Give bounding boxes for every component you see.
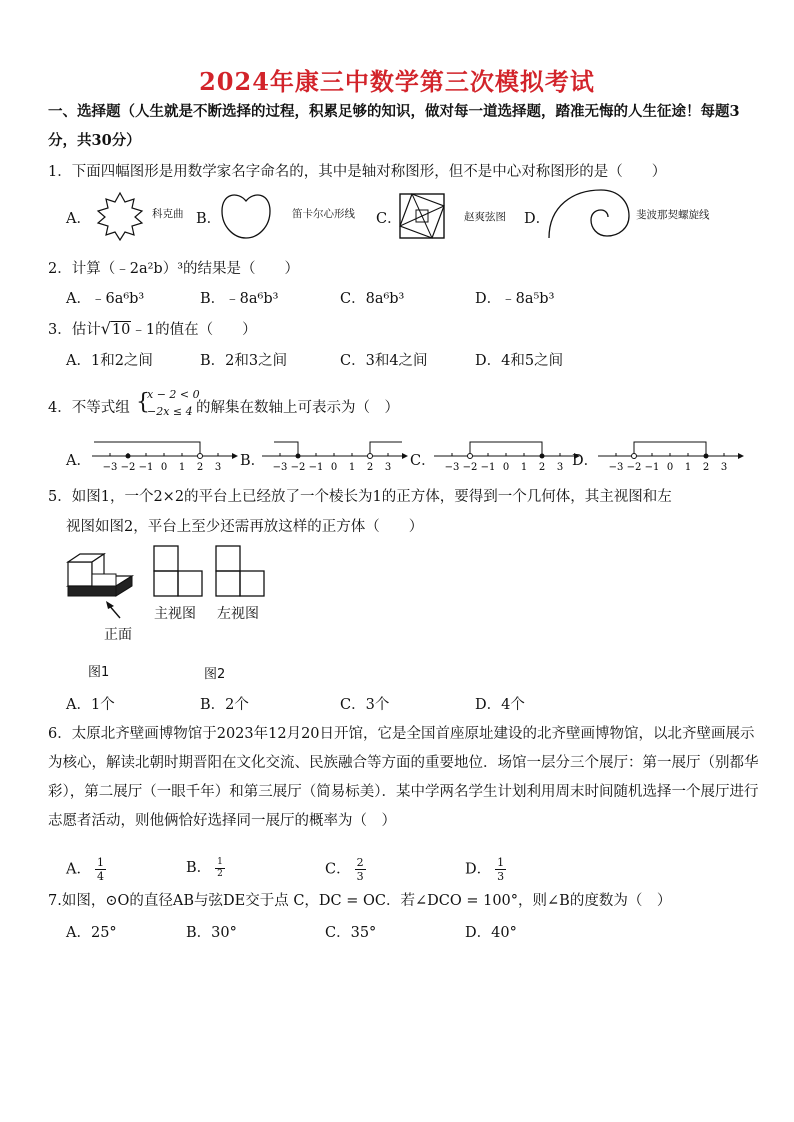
q6-label-c: C． xyxy=(325,861,351,878)
main-view-label: 主视图 xyxy=(154,606,196,622)
inequality-1: x − 2 < 0 xyxy=(147,388,200,401)
q3-stem-post: ﹣1的值在（ ） xyxy=(131,322,257,338)
q5-option-c: C．3个 xyxy=(340,697,390,713)
fraction-d xyxy=(495,856,506,883)
main-view-figure xyxy=(152,544,204,598)
q6-option-c xyxy=(325,856,366,883)
tick-label: −2 xyxy=(462,462,478,473)
figure-2-caption: 图2 xyxy=(204,667,226,682)
tick-label: −2 xyxy=(120,462,136,473)
q7-option-a: A．25° xyxy=(66,925,117,941)
tick-label: −3 xyxy=(102,462,118,473)
fraction-b xyxy=(215,857,225,880)
question-5-line-1: 5．如图1，一个2×2的平台上已经放了一个棱长为1的正方体，要得到一个几何体，其主视图和左 xyxy=(48,489,672,505)
question-7-stem: 7.如图，⊙O的直径AB与弦DE交于点 C，DC = OC．若∠DCO = 100°，则∠B的度数为（ ） xyxy=(48,893,672,909)
koch-curve-name: 科克曲 xyxy=(152,208,184,220)
fibonacci-spiral-figure xyxy=(545,186,631,242)
q4-label-a: A． xyxy=(66,453,91,469)
koch-snowflake-figure xyxy=(92,190,148,242)
sqrt-radicand: 10 xyxy=(111,322,131,338)
tick-label: 1 xyxy=(684,462,692,473)
fraction-numerator: 1 xyxy=(497,856,505,869)
question-6-text: 6．太原北齐壁画博物馆于2023年12月20日开馆，它是全国首座原址建设的北齐壁画博物馆，以北齐壁画展示为核心，解读北朝时期晋阳在文化交流、民族融合等方面的重要地位．场馆一层分三个展厅：第一展厅（别都华彩），第二展厅（一眼千年）和第三展厅（简易标美）．某中学两名学生计划利用周末时间随机选择一个展厅进行志愿者活动，则他俩恰好选择同一展厅的概率为（ ） xyxy=(48,726,759,829)
sqrt-sign: √ xyxy=(100,319,111,338)
tick-label: 2 xyxy=(702,462,710,473)
tick-label: −2 xyxy=(290,462,306,473)
platform-cube-figure xyxy=(62,546,138,620)
q3-option-d: D．4和5之间 xyxy=(475,353,564,369)
q3-option-c: C．3和4之间 xyxy=(340,353,428,369)
number-line-b xyxy=(260,436,410,474)
fraction-numerator: 1 xyxy=(217,856,223,867)
fraction-denominator: 3 xyxy=(356,870,364,883)
q3-option-b: B．2和3之间 xyxy=(200,353,288,369)
q1-label-d: D． xyxy=(524,211,551,227)
q2-option-d: D．﹣8a⁵b³ xyxy=(475,291,555,307)
tick-label: −1 xyxy=(308,462,324,473)
number-line-a xyxy=(90,436,240,474)
q5-option-d: D．4个 xyxy=(475,697,525,713)
figure-1-caption: 图1 xyxy=(88,665,110,680)
q2-option-a: A．﹣6a⁶b³ xyxy=(66,291,145,307)
left-view-figure xyxy=(214,544,266,598)
page-title: 2024年康三中数学第三次模拟考试 xyxy=(199,67,595,96)
q2-option-b: B．﹣8a⁶b³ xyxy=(200,291,279,307)
zhao-shuang-name: 赵爽弦图 xyxy=(464,211,506,223)
fibonacci-spiral-name: 斐波那契螺旋线 xyxy=(636,209,710,221)
tick-label: −1 xyxy=(644,462,660,473)
q3-stem-pre: 3．估计 xyxy=(48,322,101,338)
q3-option-a: A．1和2之间 xyxy=(66,353,153,369)
cardioid-figure xyxy=(218,191,274,241)
section-heading: 一、选择题（人生就是不断选择的过程，积累足够的知识，做对每一道选择题，踏准无悔的人生征途！每题3分，共30分） xyxy=(48,103,740,149)
fraction-denominator: 4 xyxy=(96,870,104,883)
q5-option-a: A．1个 xyxy=(66,697,115,713)
question-1-stem: 1．下面四幅图形是用数学家名字命名的，其中是轴对称图形，但不是中心对称图形的是（ ） xyxy=(48,164,667,180)
tick-label: −1 xyxy=(480,462,496,473)
q1-label-b: B． xyxy=(196,211,222,227)
tick-label: −1 xyxy=(138,462,154,473)
q4-stem-post: 的解集在数轴上可表示为（ ） xyxy=(196,400,399,416)
question-3-stem xyxy=(48,318,257,339)
tick-label: 1 xyxy=(348,462,356,473)
system-brace: { xyxy=(136,390,150,415)
fraction-a xyxy=(95,856,106,883)
q6-label-d: D． xyxy=(465,861,492,878)
tick-label: 2 xyxy=(538,462,546,473)
q6-option-b xyxy=(186,856,225,880)
fraction-numerator: 2 xyxy=(356,856,364,869)
q1-label-a: A． xyxy=(66,211,91,227)
tick-label: −2 xyxy=(626,462,642,473)
q6-label-b: B． xyxy=(186,860,212,876)
q2-option-c: C．8a⁶b³ xyxy=(340,291,405,307)
fraction-c xyxy=(355,856,366,883)
question-2-stem: 2．计算（﹣2a²b）³的结果是（ ） xyxy=(48,261,300,277)
q6-option-d xyxy=(465,856,506,883)
q4-label-d: D． xyxy=(572,453,599,469)
tick-label: −3 xyxy=(272,462,288,473)
tick-label: 1 xyxy=(178,462,186,473)
tick-label: 3 xyxy=(556,462,564,473)
tick-label: 2 xyxy=(366,462,374,473)
number-line-d xyxy=(596,436,746,474)
fraction-denominator: 2 xyxy=(217,868,223,879)
tick-label: 3 xyxy=(384,462,392,473)
q7-option-c: C．35° xyxy=(325,925,377,941)
tick-label: 3 xyxy=(720,462,728,473)
tick-label: 0 xyxy=(666,462,674,473)
q5-option-b: B．2个 xyxy=(200,697,249,713)
tick-label: 0 xyxy=(502,462,510,473)
zhao-shuang-figure xyxy=(398,192,446,240)
question-5-line-2: 视图如图2，平台上至少还需再放这样的正方体（ ） xyxy=(66,519,424,535)
inequality-system xyxy=(147,386,200,420)
number-line-c xyxy=(432,436,582,474)
q6-option-a xyxy=(66,856,106,883)
tick-label: 2 xyxy=(196,462,204,473)
fraction-numerator: 1 xyxy=(96,856,104,869)
tick-label: 0 xyxy=(330,462,338,473)
q4-stem-pre: 4．不等式组 xyxy=(48,400,130,416)
inequality-2: −2x ≤ 4 xyxy=(147,405,193,418)
tick-label: −3 xyxy=(608,462,624,473)
tick-label: 0 xyxy=(160,462,168,473)
tick-label: −3 xyxy=(444,462,460,473)
q4-label-c: C． xyxy=(410,453,436,469)
tick-label: 1 xyxy=(520,462,528,473)
left-view-label: 左视图 xyxy=(217,606,259,622)
front-label: 正面 xyxy=(104,627,132,643)
q7-option-d: D．40° xyxy=(465,925,517,941)
cardioid-name: 笛卡尔心形线 xyxy=(292,208,355,220)
tick-label: 3 xyxy=(214,462,222,473)
q6-label-a: A． xyxy=(66,861,91,878)
fraction-denominator: 3 xyxy=(497,870,505,883)
q7-option-b: B．30° xyxy=(186,925,237,941)
q4-label-b: B． xyxy=(240,453,266,469)
q1-label-c: C． xyxy=(376,211,402,227)
